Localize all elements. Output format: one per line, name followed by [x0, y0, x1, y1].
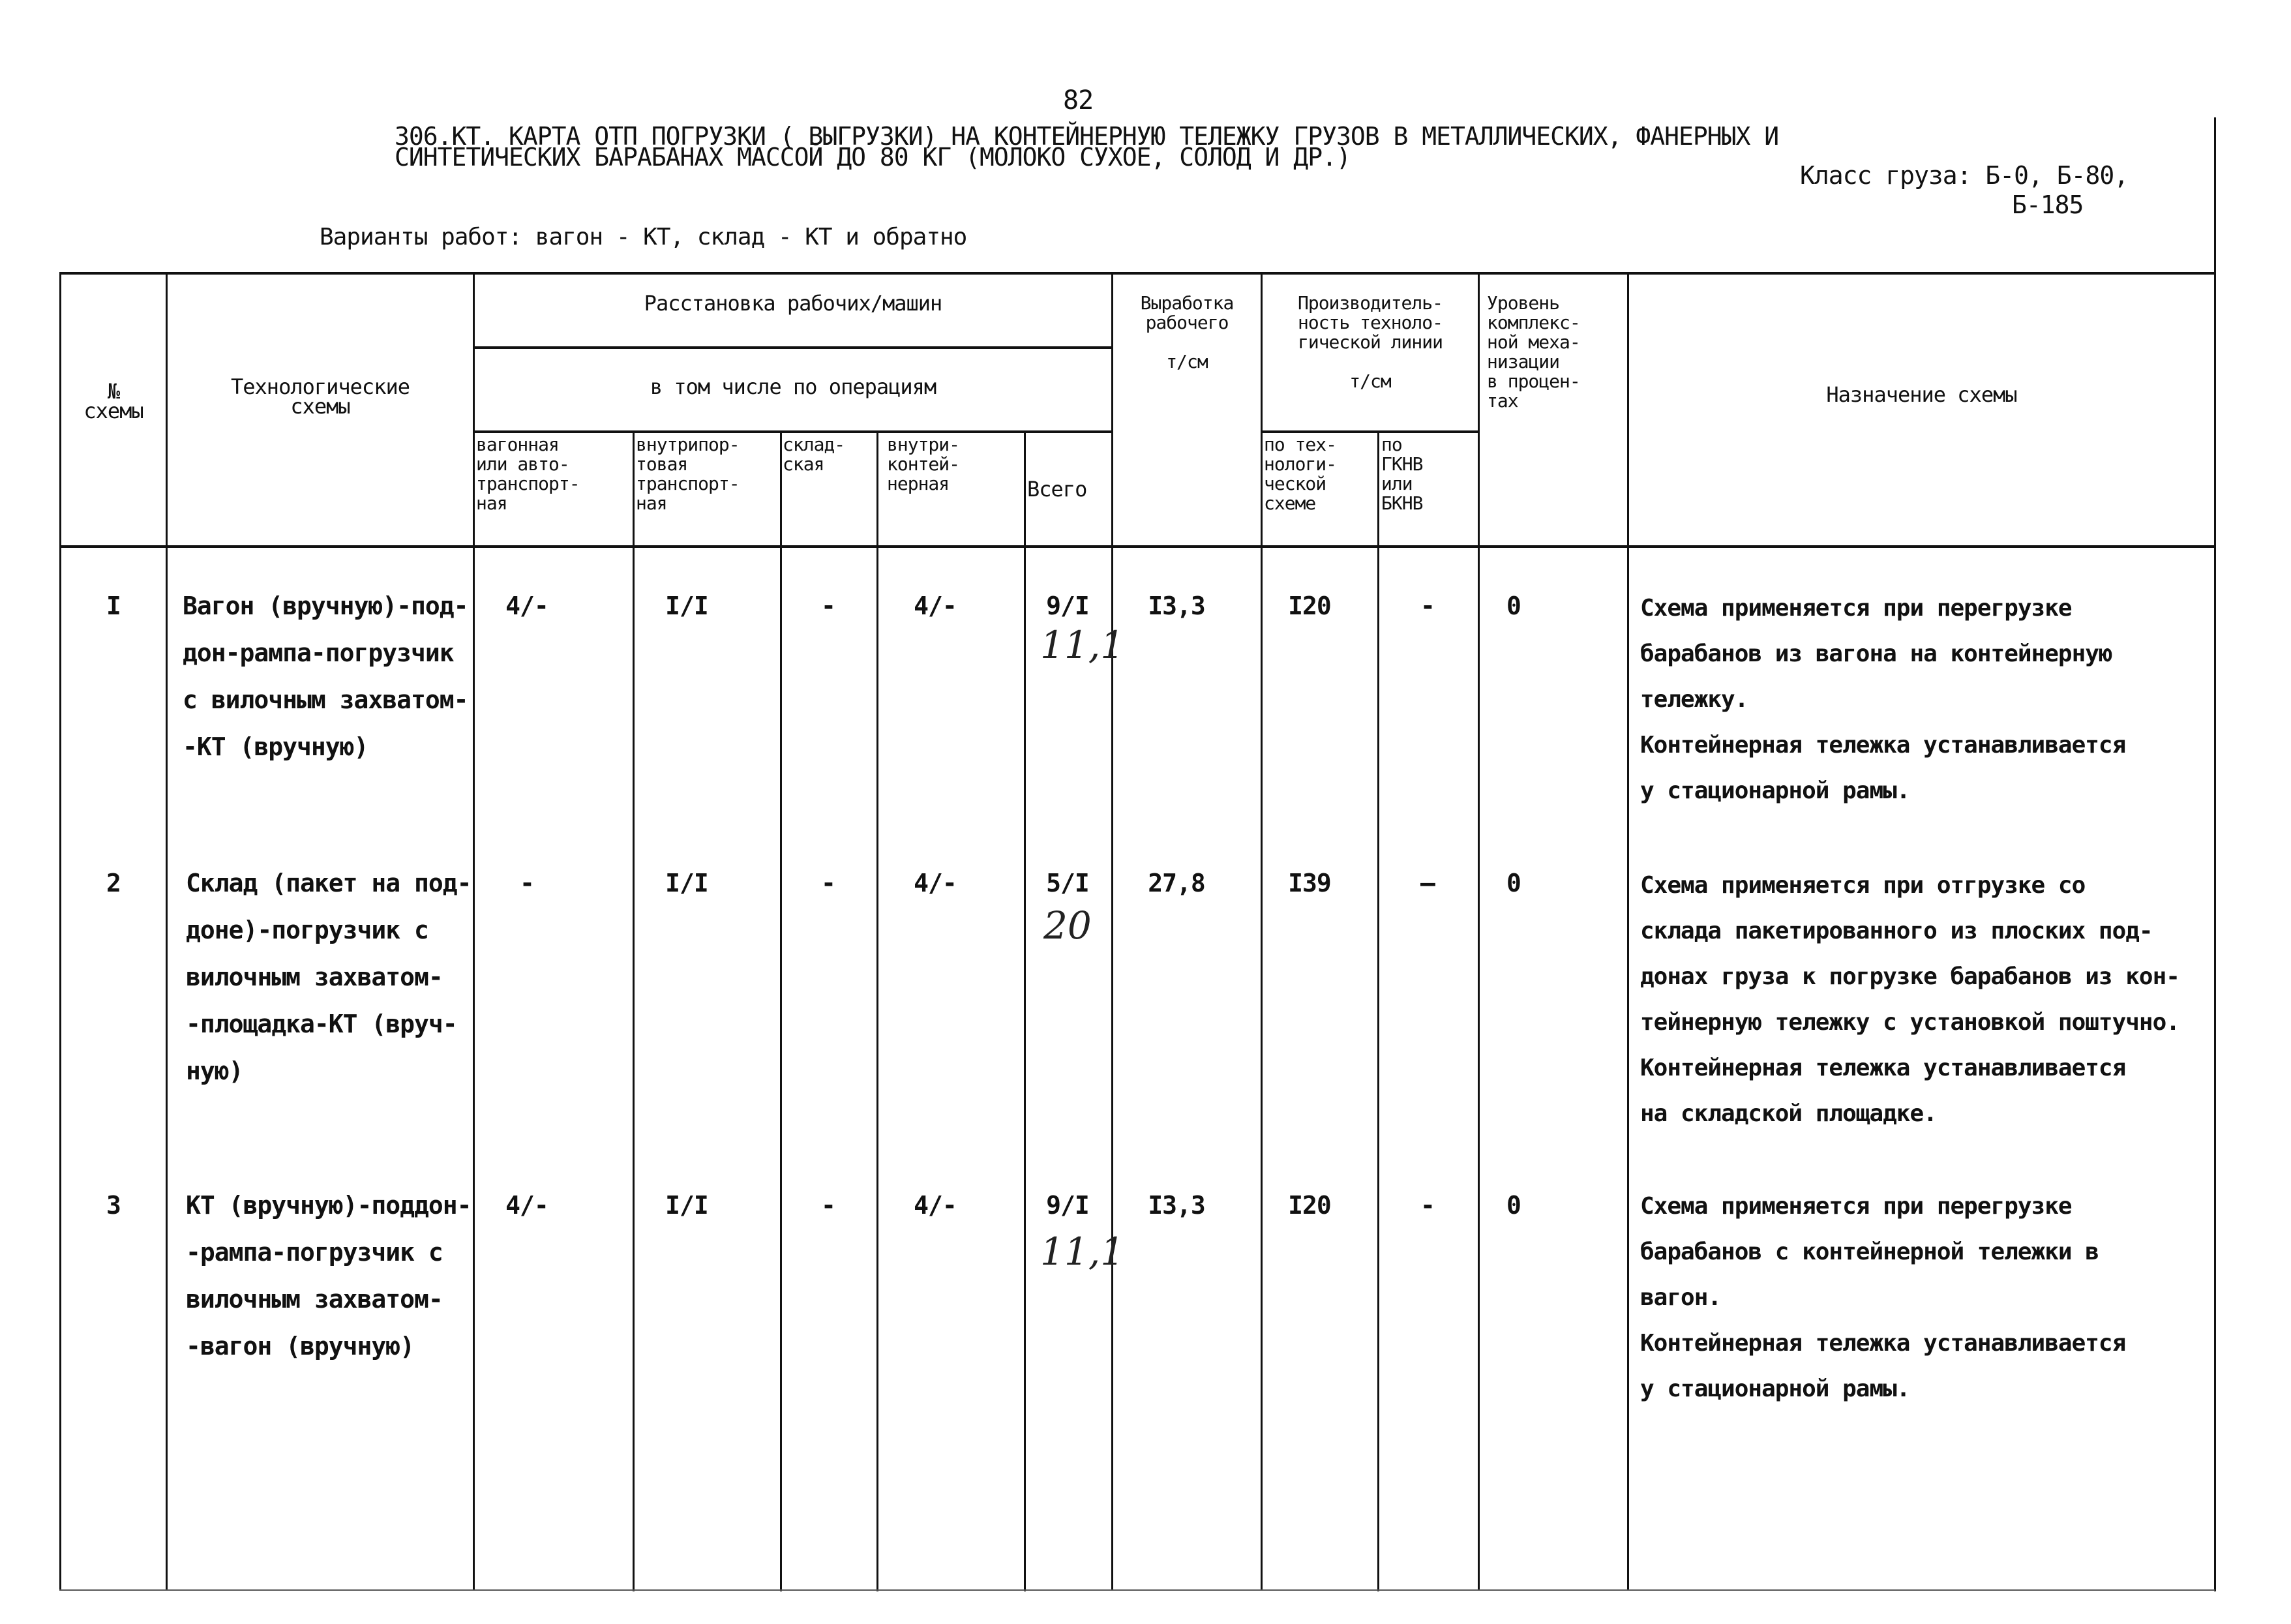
header-placement: Расстановка рабочих/машин: [644, 291, 942, 316]
row-op4: 4/-: [914, 1191, 957, 1220]
row-number: 3: [106, 1191, 121, 1220]
row-prod-kmv: —: [1420, 869, 1435, 897]
row-op2: I/I: [665, 1191, 708, 1220]
row-level: 0: [1506, 869, 1521, 897]
row-op1: 4/-: [505, 592, 548, 620]
row-number: I: [106, 592, 121, 620]
header-tech-schemes: Технологические схемы: [231, 374, 410, 419]
row-tech: Склад (пакет на под- доне)-погрузчик с вилочным захватом- -площадка-КТ (вруч- ную): [186, 869, 472, 1085]
cargo-class-line-1: Класс груза: Б-0, Б-80,: [1800, 161, 2129, 190]
row-total: 9/I: [1046, 1191, 1089, 1220]
handwritten-note: 11,1: [1040, 1229, 1125, 1274]
row-op1: -: [520, 869, 534, 897]
header-worker-output: Выработка рабочего т/см: [1140, 292, 1234, 372]
row-prod-tech: I39: [1288, 869, 1331, 897]
row-op4: 4/-: [914, 592, 957, 620]
row-purpose: Схема применяется при отгрузке со склада пакетированного из плоских под- донах груза к погрузке барабанов из кон- тейнерную тележку с установкой поштучно. Контейнерная тележка устанавливается на складской площадке.: [1640, 872, 2179, 1127]
row-output: I3,3: [1148, 1191, 1205, 1220]
header-total: Всего: [1027, 477, 1087, 502]
row-op2: I/I: [665, 869, 708, 897]
row-op4: 4/-: [914, 869, 957, 897]
header-prod-kmv: по ГКНВ или БКНВ: [1381, 434, 1423, 514]
row-prod-tech: I20: [1288, 1191, 1331, 1220]
row-prod-kmv: -: [1420, 592, 1435, 620]
row-op2: I/I: [665, 592, 708, 620]
header-productivity: Производитель- ность техноло- гической линии т/см: [1297, 292, 1443, 392]
header-scheme-number: № схемы: [83, 379, 143, 423]
row-prod-tech: I20: [1288, 592, 1331, 620]
row-purpose: Схема применяется при перегрузке барабанов из вагона на контейнерную тележку. Контейнерная тележка устанавливается у стационарной рамы.: [1640, 595, 2126, 804]
row-prod-kmv: -: [1420, 1191, 1435, 1220]
row-op3: -: [821, 869, 835, 897]
header-prod-tech: по тех- нологи- ческой схеме: [1264, 434, 1337, 514]
row-tech: КТ (вручную)-поддон- -рампа-погрузчик с вилочным захватом- -вагон (вручную): [186, 1191, 472, 1361]
row-op3: -: [821, 1191, 835, 1220]
row-level: 0: [1506, 1191, 1521, 1220]
cargo-class-line-2: Б-185: [2012, 190, 2084, 219]
row-total: 9/I: [1046, 592, 1089, 620]
row-output: 27,8: [1148, 869, 1205, 897]
row-output: I3,3: [1148, 592, 1205, 620]
header-by-operations: в том числе по операциям: [650, 374, 936, 399]
header-op-port: внутрипор- товая транспорт- ная: [636, 434, 740, 514]
header-mechanization-level: Уровень комплекс- ной меха- низации в процен- тах: [1487, 292, 1580, 412]
header-op-warehouse: склад- ская: [783, 434, 845, 475]
work-variants: Варианты работ: вагон - КТ, склад - КТ и обратно: [320, 224, 967, 250]
row-op1: 4/-: [505, 1191, 548, 1220]
header-purpose: Назначение схемы: [1826, 382, 2017, 407]
row-number: 2: [106, 869, 121, 897]
document-title-line-1: 306.КТ. КАРТА ОТП ПОГРУЗКИ ( ВЫГРУЗКИ) НА КОНТЕЙНЕРНУЮ ТЕЛЕЖКУ ГРУЗОВ В МЕТАЛЛИЧЕСКИХ, ФАНЕРНЫХ И: [395, 122, 1779, 151]
row-level: 0: [1506, 592, 1521, 620]
header-op-container: внутри- контей- нерная: [887, 434, 960, 494]
page-number: 82: [1063, 85, 1094, 115]
row-op3: -: [821, 592, 835, 620]
handwritten-note: 20: [1043, 903, 1092, 948]
row-total: 5/I: [1046, 869, 1089, 897]
row-tech: Вагон (вручную)-под- дон-рампа-погрузчик с вилочным захватом- -КТ (вручную): [183, 592, 468, 761]
header-op-wagon: вагонная или авто- транспорт- ная: [476, 434, 580, 514]
document-title-line-2: СИНТЕТИЧЕСКИХ БАРАБАНАХ МАССОЙ ДО 80 КГ (МОЛОКО СУХОЕ, СОЛОД И ДР.): [395, 143, 1351, 172]
handwritten-note: 11,1: [1040, 623, 1125, 667]
row-purpose: Схема применяется при перегрузке барабанов с контейнерной тележки в вагон. Контейнерная тележка устанавливается у стационарной рамы.: [1640, 1193, 2126, 1402]
